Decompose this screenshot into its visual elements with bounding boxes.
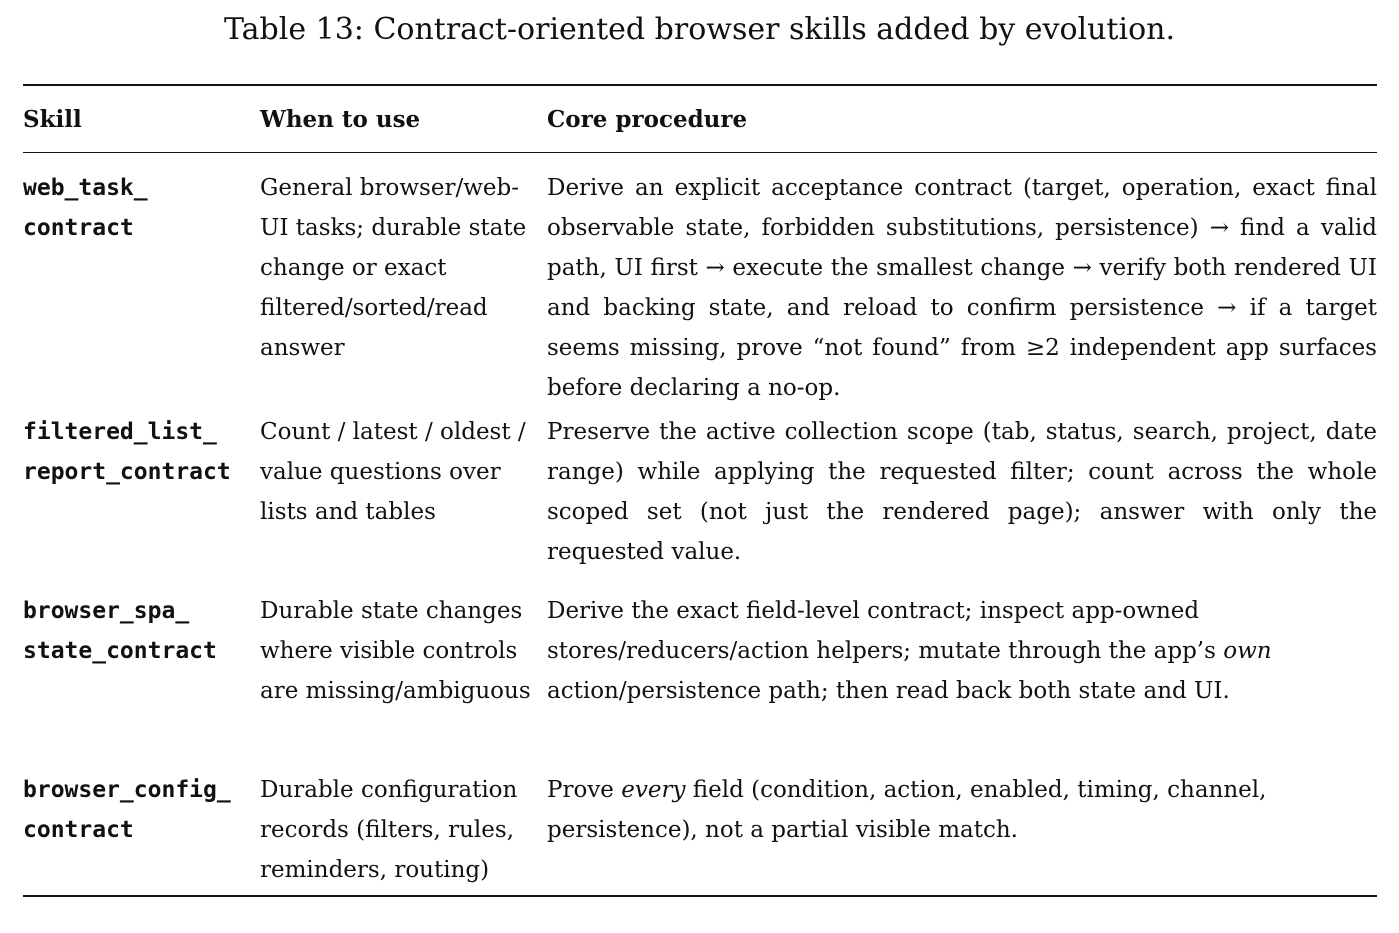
skill-name-line: web_task_ [23, 175, 148, 201]
core-procedure-text: Derive the exact field-level contract; inspect app-owned stores/reducers/action helpers; mutate through the app’s [547, 598, 1224, 664]
skills-table [23, 84, 1377, 897]
header-when-to-use: When to use [260, 105, 421, 133]
header-core-procedure: Core procedure [547, 105, 748, 133]
core-procedure-emphasis: own [1223, 638, 1272, 664]
core-procedure-text: action/persistence path; then read back both state and UI. [547, 678, 1230, 704]
table-header-row [23, 86, 1377, 153]
skill-name-line: contract [23, 215, 134, 241]
core-procedure [547, 591, 1377, 711]
core-procedure [547, 770, 1377, 850]
when-to-use: General browser/web-UI tasks; durable state change or exact filtered/sorted/read answer [260, 175, 527, 361]
header-skill: Skill [23, 105, 82, 133]
table-row [23, 412, 1377, 591]
skill-name-line: browser_config_ [23, 777, 231, 803]
skill-name-line: browser_spa_ [23, 598, 190, 624]
when-to-use: Durable configuration records (filters, rules, reminders, routing) [260, 777, 518, 883]
skill-name-line: report_contract [23, 459, 231, 485]
core-procedure: Derive an explicit acceptance contract (target, operation, exact final observable state, forbidden substitutions, persistence) → find a valid path, UI first → execute the smallest change → verify both rendered UI and backing state, and reload to confirm persistence → if a target seems missing, prove “not found” from ≥2 independent app surfaces before declaring a no-op. [547, 175, 1377, 401]
core-procedure-text: field (condition, action, enabled, timing, channel, persistence), not a partial visible match. [547, 777, 1267, 843]
core-procedure-text: Prove [547, 777, 622, 803]
skill-name [23, 591, 260, 671]
skill-name-line: contract [23, 817, 134, 843]
table-row [23, 153, 1377, 412]
when-to-use: Count / latest / oldest / value questions over lists and tables [260, 419, 526, 525]
skill-name [23, 412, 260, 492]
when-to-use: Durable state changes where visible controls are missing/ambiguous [260, 598, 531, 704]
core-procedure-emphasis: every [621, 777, 686, 803]
skill-name-line: filtered_list_ [23, 419, 217, 445]
table-row [23, 591, 1377, 770]
skill-name [23, 168, 260, 248]
skill-name-line: state_contract [23, 638, 217, 664]
table-row [23, 770, 1377, 895]
skill-name [23, 770, 260, 850]
table-caption: Table 13: Contract-oriented browser skills added by evolution. [223, 12, 1176, 47]
core-procedure: Preserve the active collection scope (tab, status, search, project, date range) while applying the requested filter; count across the whole scoped set (not just the rendered page); answer with only the requested value. [547, 419, 1377, 565]
